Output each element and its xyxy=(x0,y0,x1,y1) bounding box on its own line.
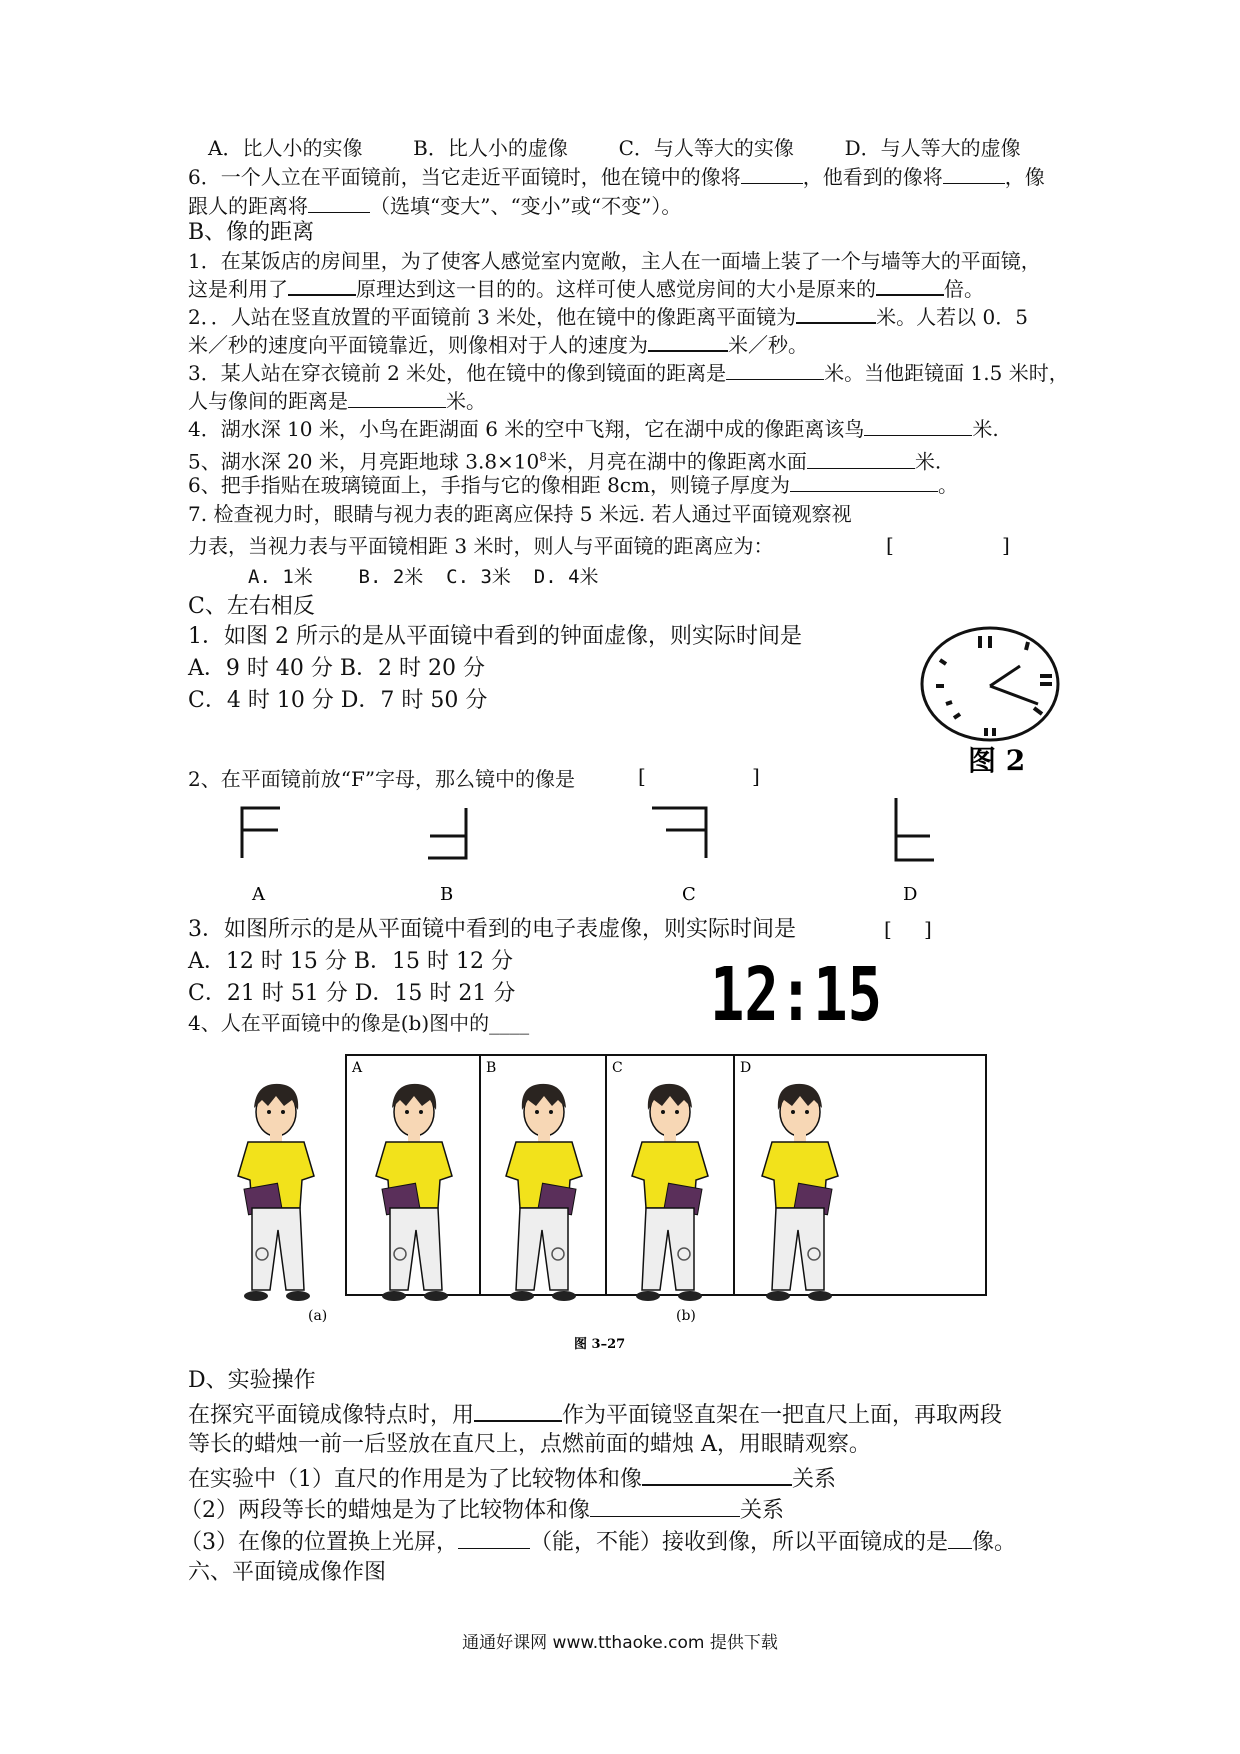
b-q1-blank-1[interactable] xyxy=(288,274,356,296)
page-footer: 通通好课网 www.tthaoke.com 提供下载 xyxy=(462,1633,778,1653)
caption-a: (a) xyxy=(308,1308,328,1324)
b-q3-text-1: 3．某人站在穿衣镜前 2 米处，他在镜中的像到镜面的距离是 xyxy=(188,361,727,385)
b-q4-blank[interactable] xyxy=(864,415,972,436)
d-blank-mirror[interactable] xyxy=(474,1398,562,1422)
f-option-b-label: B xyxy=(440,884,454,905)
d-blank-candle[interactable] xyxy=(590,1494,740,1517)
c-q2: 2、在平面镜前放“F”字母，那么镜中的像是 xyxy=(188,767,576,791)
b-q5-text-3: 米. xyxy=(914,449,942,474)
d-para-2: 等长的蜡烛一前一后竖放在直尺上，点燃前面的蜡烛 A，用眼睛观察。 xyxy=(188,1432,871,1457)
b-q1-text-2: 原理达到这一目的的。这样可使人感觉房间的大小是原来的 xyxy=(356,277,876,301)
b-q2-blank-1[interactable] xyxy=(796,302,876,324)
b-q5-text-2: 米，月亮在湖中的像距离水面 xyxy=(546,449,807,474)
c-q1: 1．如图 2 所示的是从平面镜中看到的钟面虚像，则实际时间是 xyxy=(188,624,802,649)
f-option-a-shape[interactable] xyxy=(242,808,280,858)
b-q7-line1: 7. 检查视力时，眼睛与视力表的距离应保持 5 米远. 若人通过平面镜观察视 xyxy=(188,502,852,526)
q5-option-c: C．与人等大的实像 xyxy=(618,136,794,160)
q5-option-b: B．比人小的虚像 xyxy=(413,136,568,160)
d-blank-ruler[interactable] xyxy=(642,1462,792,1486)
d-text-6: 关系 xyxy=(740,1498,785,1523)
boy-panel-b[interactable] xyxy=(506,1084,582,1301)
b-q2-text-2: 米。人若以 0．5 xyxy=(876,305,1028,329)
b-q3-text-2: 米。当他距镜面 1.5 米时， xyxy=(824,361,1069,385)
d-para-3 xyxy=(188,1462,836,1495)
b-q3-line2 xyxy=(188,386,486,416)
d-para-1 xyxy=(188,1398,1002,1431)
b-q2-text-1: 2．．人站在竖直放置的平面镜前 3 米处，他在镜中的像距离平面镜为 xyxy=(188,305,797,329)
f-letter-options xyxy=(200,790,960,910)
q6-blank-1[interactable] xyxy=(741,163,803,184)
b-q6 xyxy=(188,470,958,500)
b-q3-text-3: 人与像间的距离是 xyxy=(188,389,348,413)
d-blank-screen[interactable] xyxy=(458,1526,530,1549)
f-option-d-label: D xyxy=(903,884,918,905)
b-q2-blank-2[interactable] xyxy=(648,330,728,352)
section-d-heading: D、实验操作 xyxy=(188,1368,316,1393)
b-q1-line1: 1．在某饭店的房间里，为了使客人感觉室内宽敞，主人在一面墙上装了一个与墙等大的平面镜， xyxy=(188,249,1041,273)
d-text-4: 关系 xyxy=(792,1467,837,1492)
f-option-a-label: A xyxy=(252,884,265,905)
section-b-heading: B、像的距离 xyxy=(188,220,315,245)
section-c-heading: C、左右相反 xyxy=(188,594,315,619)
d-text-8: （能，不能）接收到像，所以平面镜成的是 xyxy=(530,1530,949,1555)
d-para-4 xyxy=(180,1494,784,1526)
q6-text-2: ，他看到的像将 xyxy=(802,165,943,189)
b-q7-bracket-left: [ xyxy=(886,533,894,557)
b-q1-line2 xyxy=(188,274,984,304)
q6-line1 xyxy=(188,162,1045,192)
q6-blank-3[interactable] xyxy=(308,192,370,213)
b-q4 xyxy=(188,414,999,444)
d-text-9: 像。 xyxy=(972,1530,1017,1555)
b-q1-text-1: 这是利用了 xyxy=(188,277,288,301)
c-q3-options-1: A．12 时 15 分 B．15 时 12 分 xyxy=(188,949,513,974)
b-q6-text-2: 。 xyxy=(937,473,958,497)
mirror-clock-figure xyxy=(918,624,1066,777)
panel-label-d: D xyxy=(740,1060,752,1076)
boy-panel-a[interactable] xyxy=(376,1084,452,1301)
b-q3-line1 xyxy=(188,358,1069,388)
boy-panel-d[interactable] xyxy=(762,1084,838,1301)
boy-original-a xyxy=(238,1084,314,1301)
b-q5-exponent: 8 xyxy=(539,450,547,464)
f-option-d-shape[interactable] xyxy=(896,798,934,860)
d-text-3: 在实验中（1）直尺的作用是为了比较物体和像 xyxy=(188,1467,642,1492)
f-option-c-shape[interactable] xyxy=(652,808,706,858)
q6-blank-2[interactable] xyxy=(943,163,1005,184)
q6-text-1: 6．一个人立在平面镜前，当它走近平面镜时，他在镜中的像将 xyxy=(188,165,741,189)
c-q3: 3．如图所示的是从平面镜中看到的电子表虚像，则实际时间是 xyxy=(188,917,796,942)
q5-options xyxy=(208,133,1021,163)
b-q5-text-1: 5、湖水深 20 米，月亮距地球 3.8×10 xyxy=(188,449,540,474)
c-q3-bracket-right[interactable]: ] xyxy=(924,917,932,941)
b-q2-text-4: 米／秒。 xyxy=(728,333,808,357)
b-q7-options: A. 1米 B. 2米 C. 3米 D. 4米 xyxy=(248,566,599,588)
b-q1-blank-2[interactable] xyxy=(876,274,944,296)
b-q7-line2: 力表，当视力表与平面镜相距 3 米时，则人与平面镜的距离应为： xyxy=(188,534,774,558)
c-q3-bracket-left: [ xyxy=(884,917,892,941)
panel-label-b: B xyxy=(486,1060,497,1076)
q6-text-4: 跟人的距离将 xyxy=(188,194,308,218)
q6-line2 xyxy=(188,191,681,221)
b-q3-blank-1[interactable] xyxy=(726,359,824,380)
b-q6-text-1: 6、把手指贴在玻璃镜面上，手指与它的像相距 8cm，则镜子厚度为 xyxy=(188,473,790,497)
b-q4-text-2: 米. xyxy=(972,417,999,441)
caption-b: (b) xyxy=(676,1308,696,1324)
section-6-heading: 六、平面镜成像作图 xyxy=(188,1560,387,1585)
c-q2-bracket-right[interactable]: ] xyxy=(752,764,760,788)
panel-label-a: A xyxy=(352,1060,363,1076)
panel-label-c: C xyxy=(612,1060,623,1076)
clock-caption: 图 2 xyxy=(968,744,1026,777)
b-q5-blank[interactable] xyxy=(807,448,915,469)
b-q1-text-3: 倍。 xyxy=(944,277,984,301)
b-q6-blank[interactable] xyxy=(790,471,938,492)
b-q3-text-4: 米。 xyxy=(446,389,486,413)
c-q4-text: 4、人在平面镜中的像是(b)图中的 xyxy=(188,1011,490,1035)
figure-caption: 图 3–27 xyxy=(574,1337,626,1352)
q6-text-3: ，像 xyxy=(1004,165,1045,189)
q5-option-d: D．与人等大的虚像 xyxy=(844,136,1021,160)
d-para-5 xyxy=(180,1526,1016,1558)
d-blank-image-type[interactable] xyxy=(948,1526,972,1549)
q6-text-5: （选填“变大”、“变小”或“不变”）。 xyxy=(370,194,682,218)
c-q2-bracket-left: [ xyxy=(638,764,646,788)
b-q3-blank-2[interactable] xyxy=(348,387,446,408)
mirror-digital-clock xyxy=(708,952,888,1038)
c-q1-options-1: A．9 时 40 分 B．2 时 20 分 xyxy=(188,656,485,681)
c-q3-options-2: C．21 时 51 分 D．15 时 21 分 xyxy=(188,981,516,1006)
b-q4-text-1: 4．湖水深 10 米，小鸟在距湖面 6 米的空中飞翔，它在湖中成的像距离该鸟 xyxy=(188,417,865,441)
figure-3-27 xyxy=(188,1050,1008,1350)
b-q2-line1 xyxy=(188,302,1028,332)
d-text-2: 作为平面镜竖直架在一把直尺上面，再取两段 xyxy=(562,1403,1003,1428)
d-text-5: （2）两段等长的蜡烛是为了比较物体和像 xyxy=(180,1498,590,1523)
f-option-b-shape[interactable] xyxy=(428,808,466,858)
digital-clock-digits: 12:15 xyxy=(710,952,882,1038)
q5-option-a: A．比人小的实像 xyxy=(208,136,363,160)
f-option-c-label: C xyxy=(682,884,696,905)
b-q2-text-3: 米／秒的速度向平面镜靠近，则像相对于人的速度为 xyxy=(188,333,648,357)
boy-panel-c[interactable] xyxy=(632,1084,708,1301)
d-text-1: 在探究平面镜成像特点时，用 xyxy=(188,1403,475,1428)
c-q4 xyxy=(188,1008,529,1038)
d-text-7: （3）在像的位置换上光屏， xyxy=(180,1530,458,1555)
b-q7-bracket-right[interactable]: ] xyxy=(1002,533,1010,557)
c-q4-blank[interactable]: ____ xyxy=(489,1011,530,1035)
c-q1-options-2: C．4 时 10 分 D．7 时 50 分 xyxy=(188,688,488,713)
b-q2-line2 xyxy=(188,330,808,360)
